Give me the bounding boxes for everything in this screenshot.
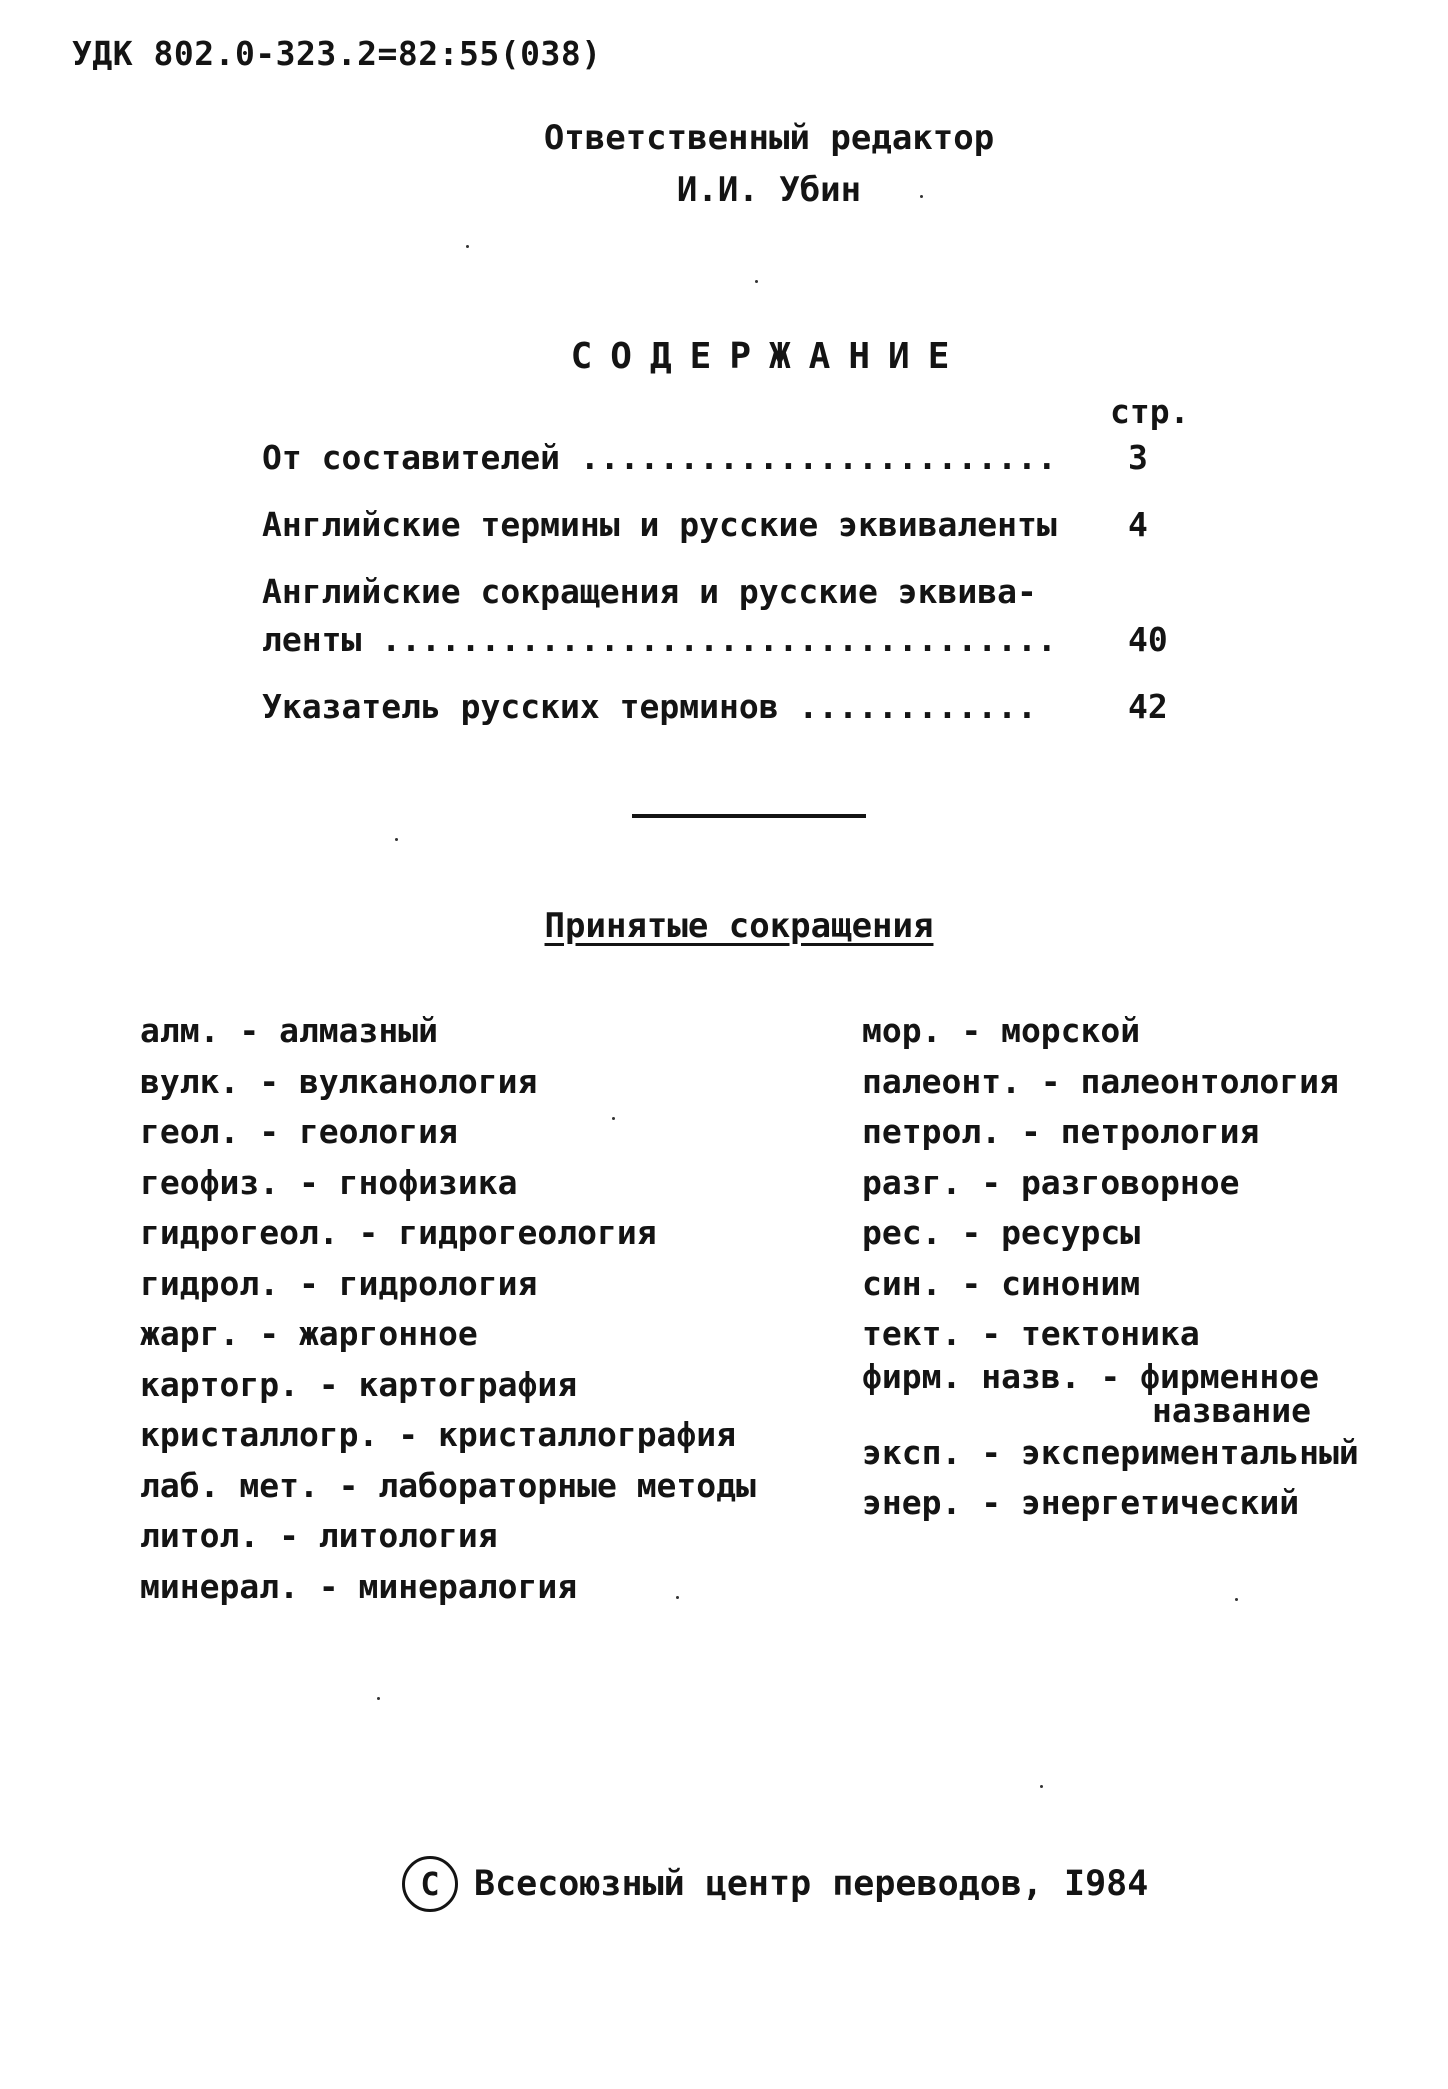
toc-entry-title: Английские сокращения и русские эквива- — [262, 572, 1037, 611]
udk-code: УДК 802.0-323.2=82:55(038) — [72, 34, 602, 73]
scan-speck — [755, 280, 758, 283]
abbreviation-item: жарг. - жаргонное — [140, 1314, 478, 1353]
toc-page-header: стр. — [1110, 392, 1190, 431]
abbreviation-item: гидрол. - гидрология — [140, 1263, 538, 1303]
toc-entry — [262, 572, 1222, 618]
abbreviation-item: картогр. - картография — [140, 1364, 578, 1404]
toc-entry-title: Указатель русских терминов ............ — [262, 687, 1037, 726]
scan-speck — [395, 838, 398, 841]
abbreviation-item: син. - синоним — [862, 1263, 1141, 1303]
copyright-icon: С — [402, 1856, 458, 1912]
abbreviation-item: мор. - морской — [862, 1011, 1141, 1050]
toc-entry-title: ленты .................................. — [262, 620, 1057, 659]
abbreviation-continuation: название — [1152, 1390, 1311, 1430]
scan-speck — [920, 195, 923, 198]
abbreviation-item: петрол. - петрология — [862, 1112, 1260, 1151]
scan-speck — [1040, 1785, 1043, 1788]
abbreviations-left-column — [140, 1006, 756, 1612]
scan-speck — [1235, 1598, 1238, 1601]
abbreviation-item: алм. - алмазный — [140, 1011, 439, 1050]
abbreviation-item: энер. - энергетический — [862, 1483, 1300, 1522]
abbreviation-item: эксп. - экспериментальный — [862, 1432, 1359, 1472]
scan-speck — [676, 1596, 679, 1599]
toc-entry — [262, 505, 1222, 551]
copyright-text: Всесоюзный центр переводов, I984 — [474, 1864, 1149, 1904]
scan-speck — [377, 1697, 380, 1700]
toc-entry-page: 4 — [1128, 505, 1148, 544]
abbreviation-item: кристаллогр. - кристаллография — [140, 1415, 737, 1454]
abbreviation-item: разг. - разговорное — [862, 1162, 1240, 1202]
toc-entry — [262, 620, 1222, 666]
toc-entry-title: От составителей ........................ — [262, 438, 1057, 477]
section-divider — [632, 814, 866, 818]
scan-speck — [612, 1117, 615, 1120]
abbreviation-item: фирм. назв. - фирменное — [862, 1356, 1319, 1396]
abbreviation-item: рес. - ресурсы — [862, 1213, 1141, 1252]
abbreviation-item-multiline — [862, 1356, 1359, 1430]
abbreviation-item: геофиз. - гнофизика — [140, 1162, 518, 1202]
toc-entry — [262, 687, 1222, 733]
scan-speck — [466, 245, 469, 248]
contents-title: СОДЕРЖАНИЕ — [570, 336, 968, 377]
toc-entry-page: 3 — [1128, 438, 1148, 477]
abbreviations-title: Принятые сокращения — [544, 906, 934, 946]
toc-entry-page: 42 — [1128, 687, 1168, 726]
toc-entry-title: Английские термины и русские эквиваленты — [262, 505, 1057, 544]
abbreviation-item: гидрогеол. - гидрогеология — [140, 1213, 657, 1252]
editor-label: Ответственный редактор — [543, 118, 995, 158]
abbreviation-item: вулк. - вулканология — [140, 1061, 538, 1101]
toc-entry-page: 40 — [1128, 620, 1168, 659]
abbreviation-item: геол. - геология — [140, 1112, 458, 1151]
abbreviation-item: палеонт. - палеонтология — [862, 1061, 1339, 1101]
abbreviation-item: тект. - тектоника — [862, 1314, 1200, 1353]
abbreviation-item: литол. - литология — [140, 1516, 498, 1555]
toc-entry — [262, 438, 1222, 484]
editor-name: И.И. Убин — [676, 170, 862, 210]
abbreviation-item: минерал. - минералогия — [140, 1566, 578, 1606]
abbreviations-right-column — [862, 1006, 1359, 1529]
copyright-line — [402, 1856, 1148, 1912]
abbreviation-item: лаб. мет. - лабораторные методы — [140, 1465, 756, 1505]
